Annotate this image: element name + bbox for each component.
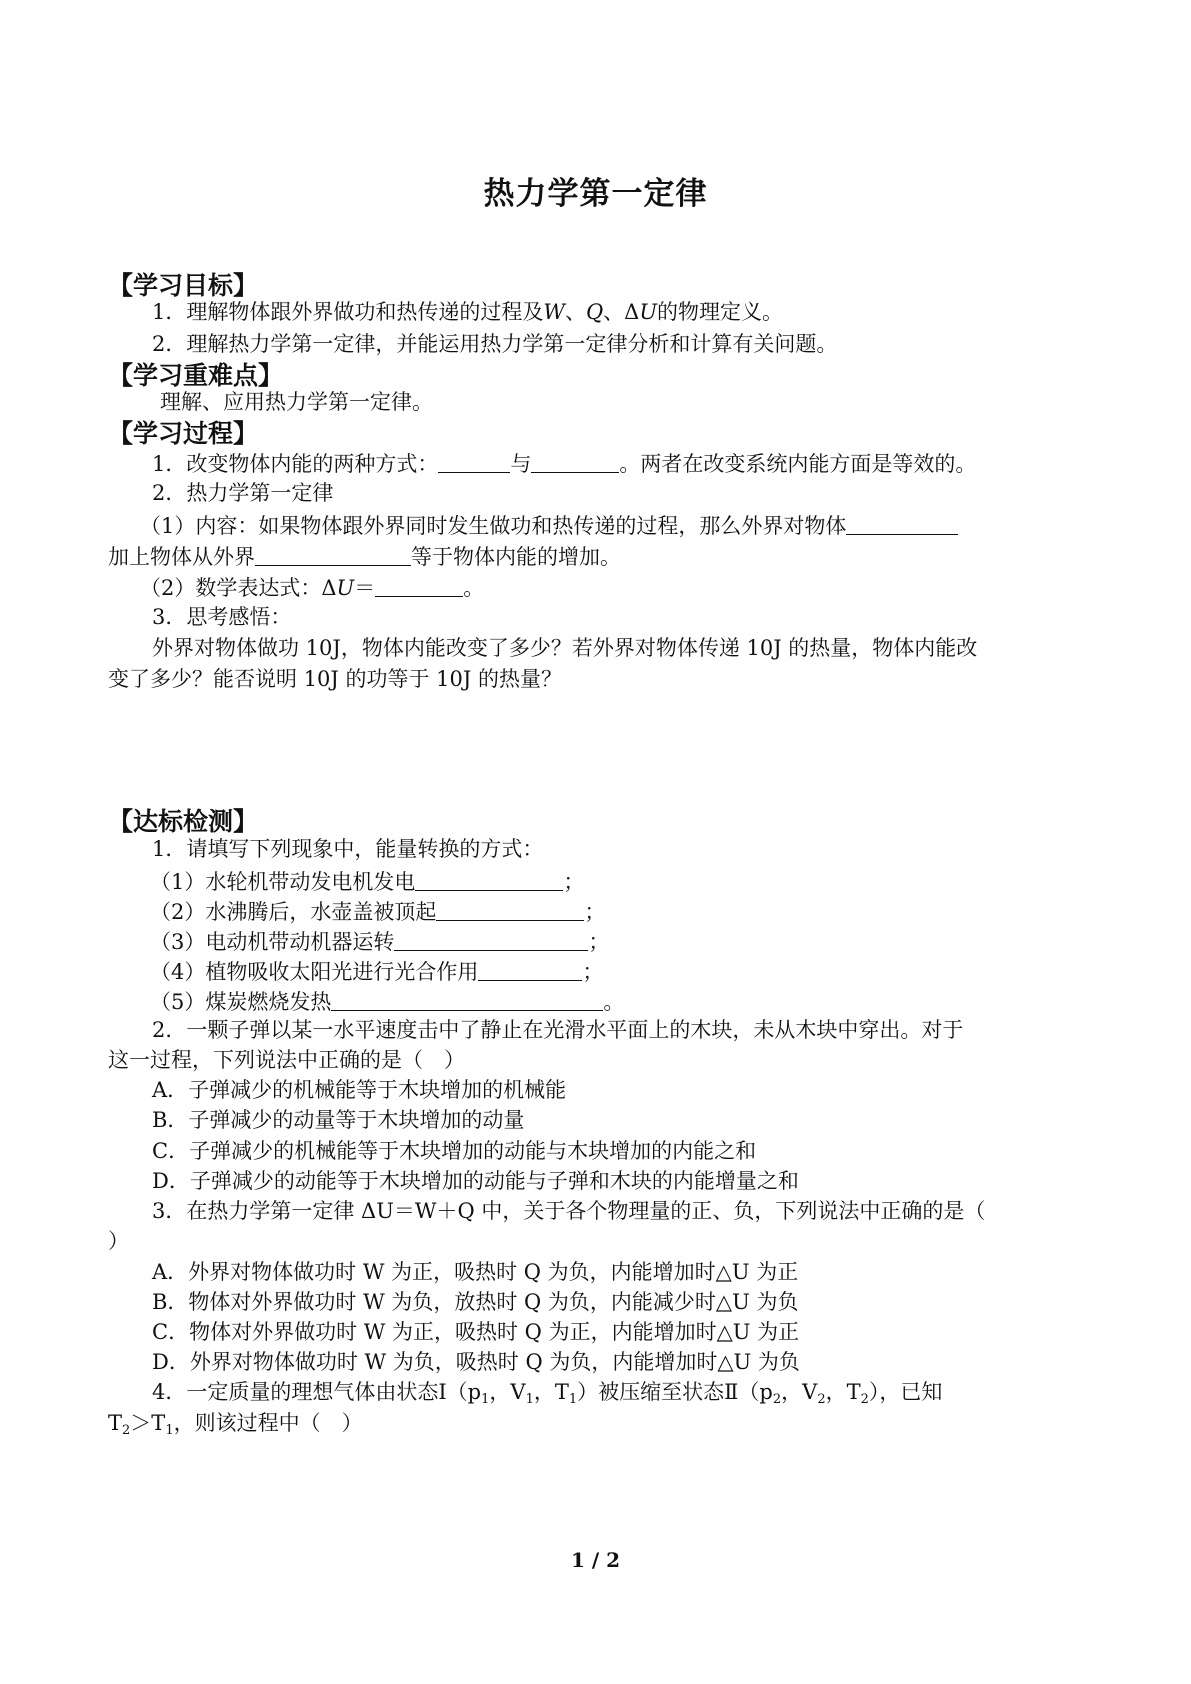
test-question-1: 1．请填写下列现象中，能量转换的方式： — [152, 837, 544, 861]
fill-blank[interactable] — [331, 990, 603, 1011]
fill-blank[interactable] — [531, 452, 619, 473]
process-question-line2: 变了多少？能否说明 10J 的功等于 10J 的热量？ — [108, 667, 562, 691]
test-q1-item-2: （2）水沸腾后，水壶盖被顶起 ； — [150, 900, 606, 924]
process-item-2-1-line2: 加上物体从外界 等于物体内能的增加。 — [108, 545, 621, 569]
fill-blank[interactable] — [255, 545, 411, 566]
test-q2-option-c: C．子弹减少的机械能等于木块增加的动能与木块增加的内能之和 — [152, 1139, 757, 1163]
test-question-2-line2: 这一过程，下列说法中正确的是（ ） — [108, 1048, 465, 1072]
section-heading-process: 【学习过程】 — [108, 419, 259, 448]
section-heading-key-points: 【学习重难点】 — [108, 361, 284, 390]
page-title: 热力学第一定律 — [483, 176, 708, 212]
test-q2-option-b: B．子弹减少的动量等于木块增加的动量 — [152, 1108, 525, 1132]
section-heading-goals: 【学习目标】 — [108, 271, 259, 300]
test-q3-option-d: D．外界对物体做功时 W 为负，吸热时 Q 为负，内能增加时△U 为负 — [152, 1350, 800, 1374]
test-q1-item-5: （5）煤炭燃烧发热 。 — [150, 990, 625, 1014]
test-q3-option-b: B．物体对外界做功时 W 为负，放热时 Q 为负，内能减少时△U 为负 — [152, 1290, 799, 1314]
test-q3-option-c: C．物体对外界做功时 W 为正，吸热时 Q 为正，内能增加时△U 为正 — [152, 1320, 800, 1344]
test-question-4-line2: $T_2>T_1$，则该过程中（ ） — [108, 1411, 363, 1438]
fill-blank[interactable] — [846, 514, 958, 535]
process-item-3: 3．思考感悟： — [152, 605, 292, 629]
test-question-3-line2: ） — [108, 1229, 129, 1253]
process-question-line1: 外界对物体做功 10J，物体内能改变了多少？若外界对物体传递 10J 的热量，物体内能改 — [152, 636, 978, 660]
page-number: 1 / 2 — [570, 1548, 621, 1572]
test-question-3-line1: 3．在热力学第一定律 ΔU＝W＋Q 中，关于各个物理量的正、负，下列说法中正确的是（ — [152, 1199, 986, 1223]
process-item-1: 1．改变物体内能的两种方式： 与 。两者在改变系统内能方面是等效的。 — [152, 452, 977, 476]
fill-blank[interactable] — [438, 452, 510, 473]
goal-item-1: 1．理解物体跟外界做功和热传递的过程及W、Q、ΔU的物理定义。 — [152, 300, 784, 324]
test-q1-item-3: （3）电动机带动机器运转 ； — [150, 930, 610, 954]
key-points-text: 理解、应用热力学第一定律。 — [160, 390, 433, 414]
fill-blank[interactable] — [375, 576, 463, 597]
test-q3-option-a: A．外界对物体做功时 W 为正，吸热时 Q 为负，内能增加时△U 为正 — [152, 1260, 799, 1284]
fill-blank[interactable] — [478, 960, 582, 981]
fill-blank[interactable] — [436, 900, 584, 921]
test-q1-item-4: （4）植物吸收太阳光进行光合作用 ； — [150, 960, 604, 984]
process-item-2: 2．热力学第一定律 — [152, 481, 334, 505]
test-question-4-line1: 4．一定质量的理想气体由状态$Ⅰ(p_1$，$V_1$，$T_1$）被压缩至状态$Ⅱ(p_2$，$V_2$，$T_2$），已知 — [152, 1380, 943, 1407]
fill-blank[interactable] — [394, 930, 588, 951]
test-q2-option-d: D．子弹减少的动能等于木块增加的动能与子弹和木块的内能增量之和 — [152, 1169, 799, 1193]
test-q2-option-a: A．子弹减少的机械能等于木块增加的机械能 — [152, 1078, 567, 1102]
goal-item-2: 2．理解热力学第一定律，并能运用热力学第一定律分析和计算有关问题。 — [152, 332, 838, 356]
test-q1-item-1: （1）水轮机带动发电机发电 ； — [150, 870, 585, 894]
section-heading-test: 【达标检测】 — [108, 807, 259, 836]
process-item-2-2: （2）数学表达式：ΔU＝ 。 — [140, 576, 485, 600]
test-question-2-line1: 2．一颗子弹以某一水平速度击中了静止在光滑水平面上的木块，未从木块中穿出。对于 — [152, 1018, 964, 1042]
process-item-2-1-line1: （1）内容：如果物体跟外界同时发生做功和热传递的过程，那么外界对物体 — [140, 514, 958, 537]
fill-blank[interactable] — [415, 870, 563, 891]
